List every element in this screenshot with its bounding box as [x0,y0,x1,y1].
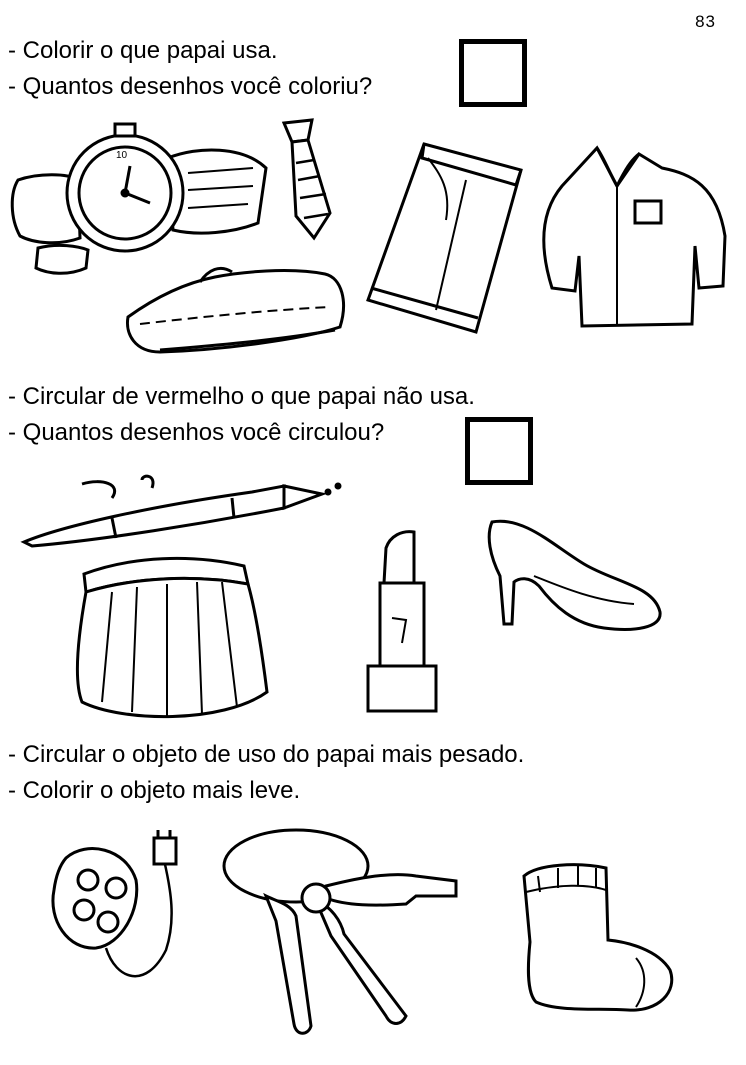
lipstick-icon[interactable] [362,528,442,718]
shoe-icon[interactable] [120,262,350,360]
watch-icon[interactable] [8,118,270,283]
skirt-icon[interactable] [72,552,272,724]
instruction-circle-not-dad-items: - Circular de vermelho o que papai não usa. [8,383,475,410]
instruction-color-dad-items: - Colorir o que papai usa. [8,37,278,64]
watch-numeral: 10 [116,150,128,161]
answer-box-colored-count[interactable] [459,39,527,107]
necktie-icon[interactable] [274,118,336,244]
question-how-many-circled: - Quantos desenhos você circulou? [8,419,385,446]
page-number: 83 [695,12,716,31]
keys-icon[interactable] [216,826,466,1042]
instruction-color-lightest: - Colorir o objeto mais leve. [8,777,301,804]
power-strip-icon[interactable] [46,830,198,1004]
answer-box-circled-count[interactable] [465,417,533,485]
pen-icon[interactable] [22,476,344,550]
instruction-circle-heaviest: - Circular o objeto de uso do papai mais pesado. [8,741,525,768]
high-heel-icon[interactable] [484,516,662,632]
sock-icon[interactable] [518,862,678,1016]
shirt-icon[interactable] [527,146,727,331]
question-how-many-colored: - Quantos desenhos você coloriu? [8,73,373,100]
trousers-icon[interactable] [366,140,522,334]
